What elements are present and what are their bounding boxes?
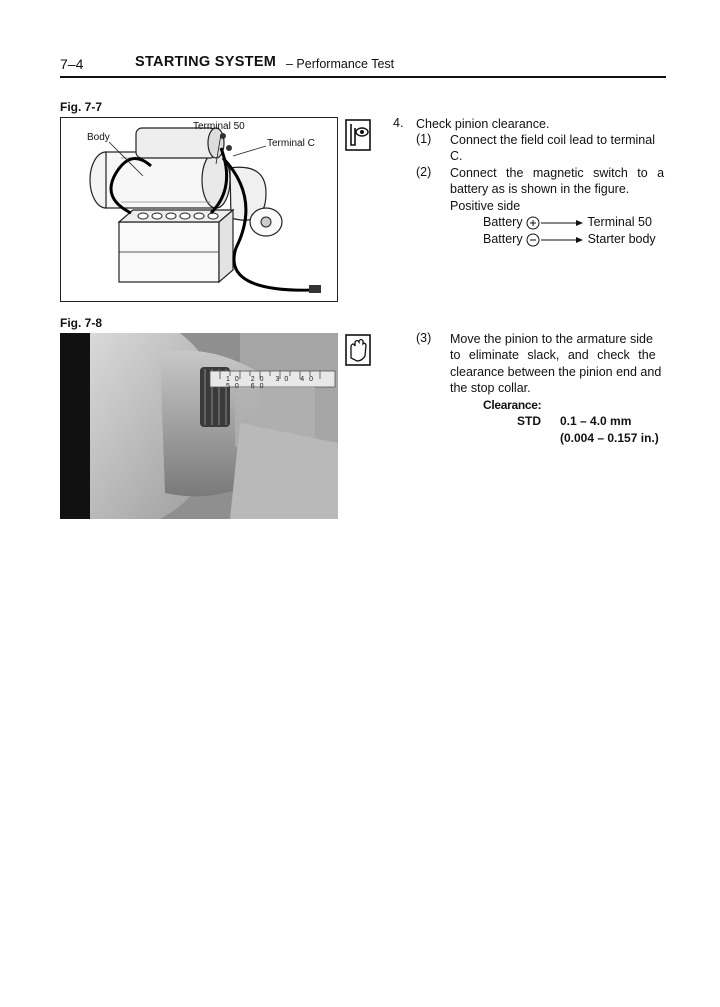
std-label: STD <box>517 414 541 428</box>
scale-tick: 50 <box>226 383 244 390</box>
std-value-mm: 0.1 – 4.0 mm <box>560 414 632 428</box>
scale-tick: 30 <box>275 376 294 383</box>
positive-side-label: Positive side <box>450 199 521 213</box>
scale-ticks <box>226 376 336 390</box>
substep-3-line3: clearance between the pinion end and <box>450 365 662 379</box>
substep-3-line1: Move the pinion to the armature side <box>450 332 653 346</box>
pinion-clearance-photo <box>60 333 338 519</box>
battery-label: Battery <box>483 232 523 246</box>
callout-terminal-c: Terminal C <box>267 138 315 149</box>
step-title: Check pinion clearance. <box>416 117 550 131</box>
substep-2-line1: Connect the magnetic switch to a <box>450 166 665 180</box>
section-subtitle: – Performance Test <box>286 57 395 71</box>
plus-arrow-icon <box>526 216 584 230</box>
substep-3-number: (3) <box>416 331 432 345</box>
fig-7-8-photo <box>60 333 338 519</box>
callout-terminal-50: Terminal 50 <box>193 121 245 132</box>
inspect-icon <box>345 119 371 151</box>
substep-3-line2: to eliminate slack, and check the <box>450 348 656 362</box>
scale-tick: 10 <box>226 376 244 383</box>
section-title: STARTING SYSTEM <box>135 54 277 70</box>
battery-negative-row <box>483 231 656 248</box>
fig-7-7-label: Fig. 7-7 <box>60 100 103 114</box>
scale-tick: 40 <box>300 376 319 383</box>
substep-3-line4: the stop collar. <box>450 381 531 395</box>
scale-tick: 20 <box>250 376 269 383</box>
step-number: 4. <box>393 116 404 130</box>
substep-2-number: (2) <box>416 165 432 179</box>
starter-body-text: Starter body <box>587 232 656 246</box>
minus-arrow-icon <box>526 233 584 247</box>
clearance-label: Clearance: <box>483 398 542 412</box>
battery-positive-row <box>483 214 652 231</box>
fig-7-8-label: Fig. 7-8 <box>60 316 103 330</box>
substep-1-line1: Connect the field coil lead to terminal <box>450 133 655 147</box>
std-value-in: (0.004 – 0.157 in.) <box>560 431 659 445</box>
terminal-50-text: Terminal 50 <box>587 215 652 229</box>
page-number: 7–4 <box>60 56 84 72</box>
substep-1-line2: C. <box>450 149 463 163</box>
substep-1-number: (1) <box>416 132 432 146</box>
header-rule <box>60 76 666 78</box>
battery-label: Battery <box>483 215 523 229</box>
callout-body: Body <box>87 132 110 143</box>
fig-7-7-illustration <box>60 117 338 302</box>
substep-2-line2: battery as is shown in the figure. <box>450 182 630 196</box>
scale-tick: 60 <box>250 383 269 390</box>
hand-measure-icon <box>345 334 371 366</box>
